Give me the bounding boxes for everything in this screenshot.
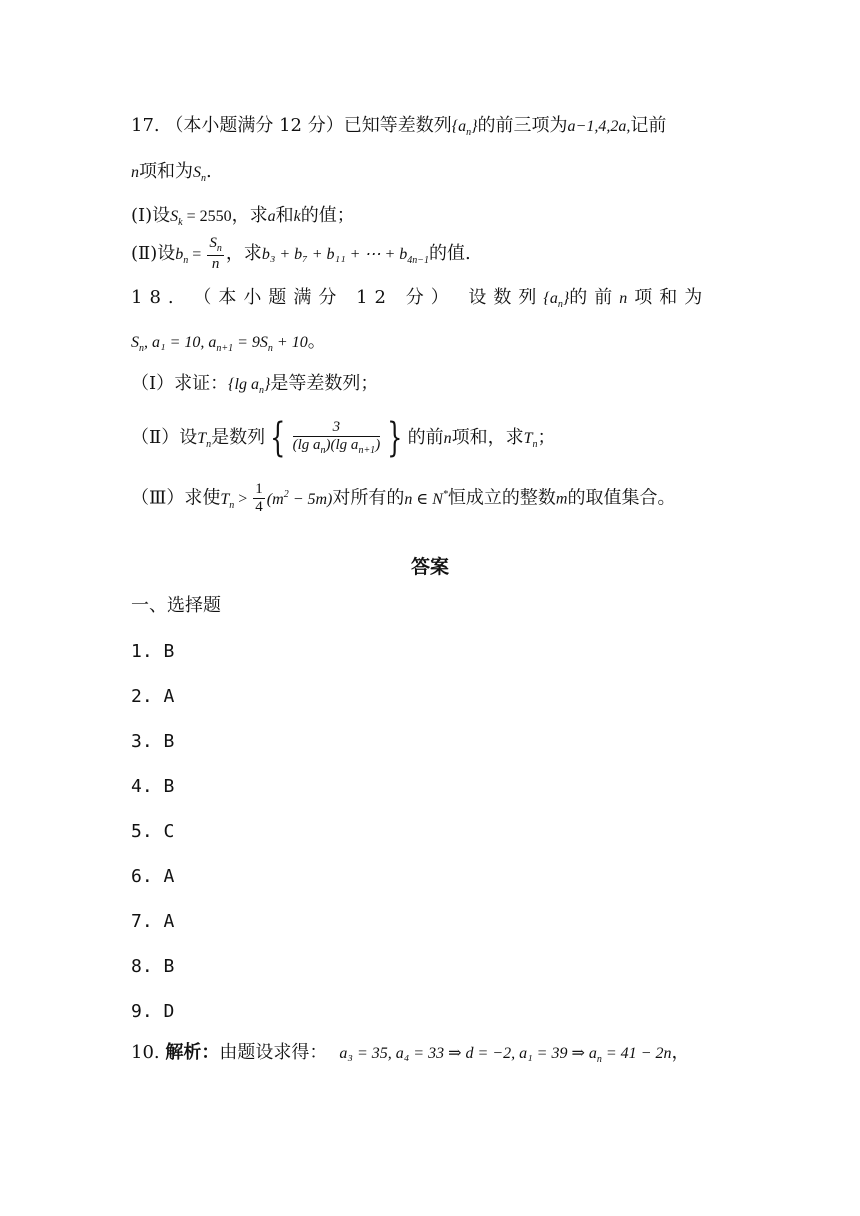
- q17-part1: [131, 207, 355, 228]
- q17-text3: 记前: [630, 115, 667, 136]
- q10-answer: [131, 1044, 689, 1065]
- q18-p3-expr: (m: [266, 490, 284, 508]
- q17-p2-num: S: [209, 235, 217, 251]
- q18-p2-den2: )(lg a: [325, 437, 359, 453]
- q17-p1-and: 和: [275, 205, 294, 226]
- q17-n: n: [131, 164, 139, 181]
- q18-p1-label: （Ⅰ）求证：: [131, 373, 229, 394]
- q17-p2-sum: b₃ + b₇ + b₁₁ + ⋯ + b: [261, 246, 408, 263]
- q18-text2: 的前: [569, 287, 620, 308]
- q17-line1: [131, 117, 666, 138]
- q18-part2: [131, 415, 556, 461]
- q17-part2: [131, 236, 471, 272]
- q17-intro: （本小题满分 12 分）已知等差数列: [165, 115, 452, 136]
- q17-p2-text: ，求: [225, 243, 262, 264]
- q10-math1: a₃ = 35, a₄ = 33 ⇒ d = −2, a₁ = 39 ⇒ a: [339, 1045, 597, 1062]
- answer-item: 5. C: [131, 821, 175, 842]
- q17-line2: [131, 163, 212, 184]
- q18-p2-text2: 的前: [407, 427, 444, 448]
- q18-p2-T-sub: n: [206, 439, 212, 450]
- q18-p1-seq: {lg a: [228, 376, 259, 393]
- q17-p2-fraction: [207, 236, 224, 272]
- q18-p3-T-sub: n: [229, 499, 235, 511]
- q18-intro: 18. （本小题满分 12 分） 设数列: [131, 287, 544, 308]
- q18-p2-n: n: [443, 430, 452, 447]
- answer-item: 1. B: [131, 641, 175, 662]
- q18-sub2: n+1: [216, 343, 234, 354]
- q18-sub3: n: [267, 343, 273, 354]
- q18-p3-gt: >: [234, 490, 252, 508]
- q18-line2: [131, 333, 326, 354]
- q18-p3-label: （Ⅲ）求使: [131, 487, 221, 509]
- q17-p1-k: k: [293, 208, 301, 225]
- q18-line2-end: 。: [307, 331, 326, 352]
- q18-p3-sup: 2: [283, 488, 289, 500]
- q18-S: S: [131, 334, 139, 351]
- q17-p2-eq: =: [188, 246, 206, 263]
- q18-p2-den3: ): [375, 437, 381, 453]
- q18-p1-seq-close: }: [263, 376, 271, 393]
- q17-p2-num-sub: n: [216, 243, 222, 254]
- q17-p1-a: a: [267, 208, 276, 225]
- q18-part1: [131, 375, 378, 396]
- q18-p2-den-sub2: n+1: [358, 445, 376, 456]
- q18-seq-close: }: [562, 290, 570, 307]
- answer-item: 6. A: [131, 866, 175, 887]
- q18-seq: {a: [543, 290, 558, 307]
- q17-p1-text: ，求: [231, 205, 268, 226]
- q10-end: ，: [671, 1042, 690, 1063]
- q17-p1-end: 的值；: [300, 205, 355, 226]
- q17-seq-sub: n: [466, 127, 472, 138]
- q18-part3: [131, 482, 675, 515]
- q17-seq: {a: [451, 118, 467, 135]
- q17-S: S: [193, 164, 201, 181]
- q18-rest2: = 9S: [233, 334, 268, 351]
- q18-rest3: + 10: [272, 334, 308, 351]
- answer-item: 7. A: [131, 911, 175, 932]
- q17-p1-S: S: [170, 208, 179, 225]
- q10-sub: n: [596, 1054, 602, 1065]
- q17-p2-b-sub: n: [183, 255, 189, 266]
- q18-p2-fraction: [293, 420, 381, 456]
- q18-p2-end: ；: [537, 427, 556, 448]
- q18-S-sub: n: [139, 343, 144, 354]
- q17-p1-S-sub: k: [178, 217, 183, 228]
- q17-seq-close: }: [471, 118, 478, 135]
- q17-p2-b: b: [175, 246, 184, 263]
- q17-number: 17.: [131, 115, 160, 136]
- q18-n: n: [619, 290, 635, 307]
- answers-title: 答案: [410, 556, 449, 578]
- q18-p3-num: 1: [255, 481, 263, 497]
- q18-p2-T: T: [197, 430, 207, 447]
- q18-p3-expr2: − 5m): [288, 490, 333, 508]
- q18-p2-text: 是数列: [211, 427, 266, 448]
- q18-p3-fraction: [253, 482, 265, 515]
- q18-p1-end: 是等差数列；: [270, 373, 379, 394]
- q18-p3-text: 对所有的: [332, 487, 405, 509]
- answer-item: 8. B: [131, 956, 175, 977]
- q17-p2-den: n: [211, 256, 220, 272]
- q18-p3-text2: 恒成立的整数: [447, 487, 556, 509]
- q18-p2-T2: T: [523, 430, 533, 447]
- q18-seq-sub: n: [557, 299, 563, 310]
- q18-p2-T2-sub: n: [532, 439, 538, 450]
- q18-p2-text3: 项和，求: [451, 427, 524, 448]
- answer-item: 9. D: [131, 1001, 175, 1022]
- answer-item: 4. B: [131, 776, 175, 797]
- q18-p3-cond: n ∈ N: [404, 490, 443, 508]
- q18-p2-den-sub1: n: [320, 445, 326, 456]
- q18-rest1: , a₁ = 10, a: [144, 334, 217, 351]
- q17-text2: 的前三项为: [477, 115, 568, 136]
- q17-p2-sum-sub: 4n−1: [407, 255, 429, 266]
- q18-text3: 项和为: [634, 287, 710, 308]
- q18-p1-seq-sub: n: [258, 385, 264, 396]
- q18-p3-end: 的取值集合。: [567, 487, 676, 509]
- q17-dot: .: [206, 161, 212, 182]
- q18-line1: [131, 289, 709, 310]
- answer-item: 2. A: [131, 686, 175, 707]
- q10-math2: = 41 − 2n: [601, 1045, 672, 1062]
- q10-number: 10.: [131, 1042, 160, 1063]
- answer-item: 3. B: [131, 731, 175, 752]
- q18-p3-den: 4: [255, 499, 263, 515]
- q17-terms: a−1,4,2a,: [567, 118, 631, 135]
- q10-label: 解析：: [165, 1042, 220, 1063]
- q18-p3-T: T: [220, 490, 230, 508]
- q18-p2-label: （Ⅱ）设: [131, 427, 198, 448]
- q17-p1-label: (Ⅰ)设: [131, 205, 171, 226]
- q17-line2-text: 项和为: [139, 161, 193, 182]
- q10-text: 由题设求得：: [219, 1042, 328, 1063]
- left-brace-icon: {: [270, 415, 286, 461]
- q18-p3-star: *: [442, 488, 448, 500]
- q17-p2-label: (Ⅱ)设: [131, 243, 176, 264]
- right-brace-icon: }: [387, 415, 403, 461]
- q18-p2-den1: (lg a: [292, 437, 321, 453]
- q17-p1-eq: = 2550: [182, 208, 232, 225]
- q17-S-sub: n: [201, 173, 206, 184]
- answers-section-heading: 一、选择题: [131, 595, 221, 616]
- q18-p2-num: 3: [293, 420, 381, 437]
- q17-p2-end: 的值.: [429, 243, 471, 264]
- q18-p3-m: m: [555, 490, 568, 508]
